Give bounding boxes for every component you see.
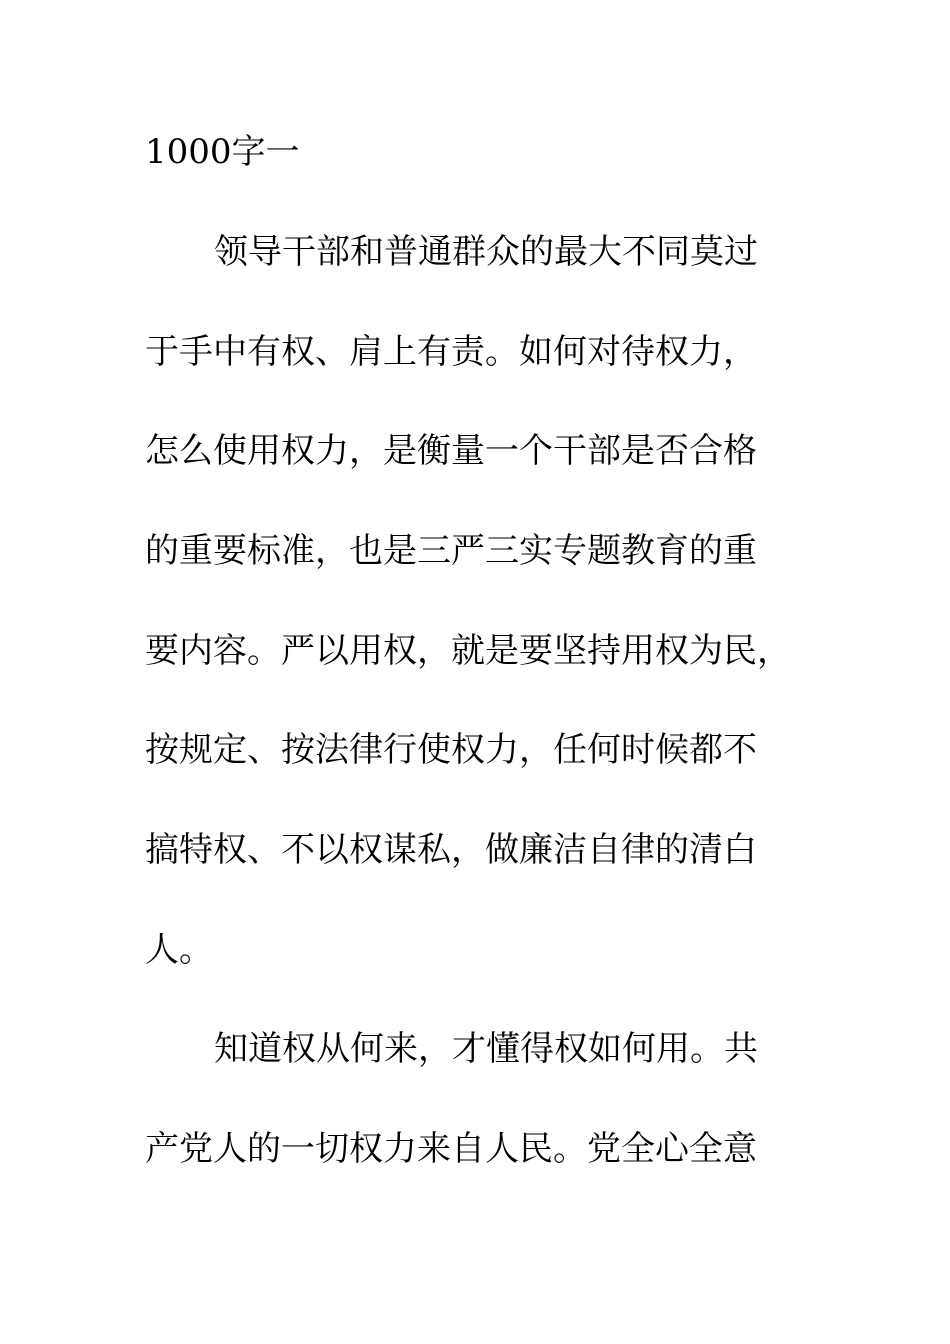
text-line-8: 搞特权、不以权谋私，做廉洁自律的清白: [145, 830, 757, 870]
text-line-10: 知道权从何来，才懂得权如何用。共: [214, 1029, 758, 1069]
text-line-4: 怎么使用权力，是衡量一个干部是否合格: [145, 431, 757, 471]
text-line-11: 产党人的一切权力来自人民。党全心全意: [145, 1129, 757, 1169]
text-line-1: 1000字一: [145, 132, 300, 172]
text-line-9: 人。: [145, 930, 213, 970]
text-line-2: 领导干部和普通群众的最大不同莫过: [214, 232, 758, 272]
text-line-7: 按规定、按法律行使权力，任何时候都不: [145, 730, 757, 770]
text-line-5: 的重要标准，也是三严三实专题教育的重: [145, 531, 757, 571]
text-line-3: 于手中有权、肩上有责。如何对待权力，: [145, 332, 757, 372]
text-line-6: 要内容。严以用权，就是要坚持用权为民，: [145, 631, 791, 671]
